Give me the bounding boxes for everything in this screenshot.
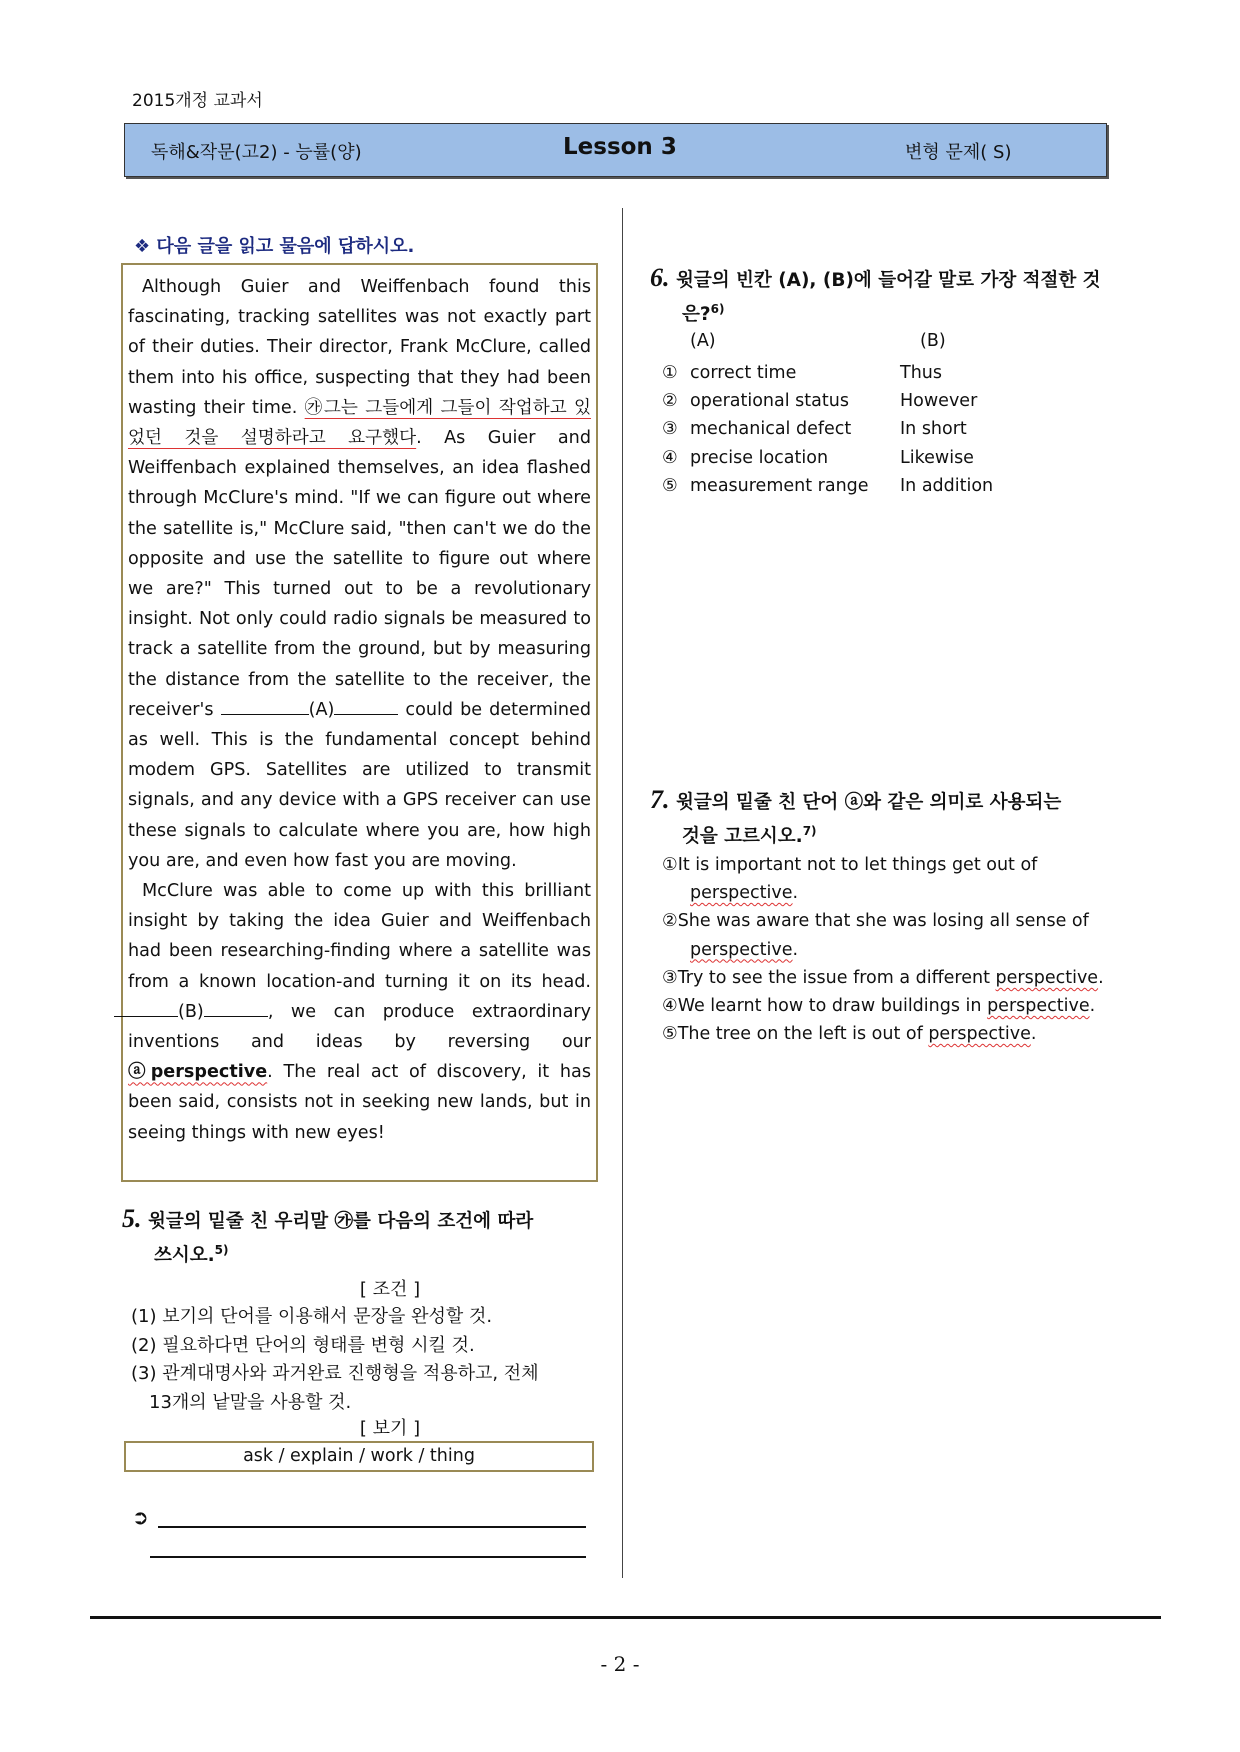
footnote-5: 5) — [214, 1243, 229, 1257]
q7-option-3[interactable]: ③Try to see the issue from a different perspective. — [662, 967, 1104, 988]
blank-b-label: (B) — [178, 1001, 204, 1022]
condition-3: (3) 관계대명사와 과거완료 진행형을 적용하고, 전체 — [131, 1363, 539, 1384]
conditions-title: [ 조건 ] — [359, 1279, 421, 1300]
question-7: 7. 윗글의 밑줄 친 단어 ⓐ와 같은 의미로 사용되는 것을 고르시오.$^{7)}$ — [650, 785, 1062, 848]
blank-a-label: (A) — [308, 699, 335, 720]
q7-option-1[interactable]: ①It is important not to let things get out of — [662, 855, 1038, 875]
q6-option-3[interactable]: ③ mechanical defect In short — [662, 419, 967, 440]
footnote-6: 6) — [710, 302, 725, 316]
q7-option-2[interactable]: ②She was aware that she was losing all sense of — [662, 911, 1089, 932]
q7-options: ①It is important not to let things get out of perspective. ②She was aware that she was losing all sense of perspective. ③Try to see the issue from a different perspective. ④We learnt how to draw buildings in perspective. ⑤The tree on the left is out of perspective. — [662, 851, 1132, 1048]
passage-paragraph-2: McClure was able to come up with this brilliant insight by taking the idea Guier and Weiffenbach had been researching-finding where a satellite was from a known location-and turning it on its head. (B) , we can produce extraordinary inventions and ideas by reversing our ⓐperspective. The real act of discovery, it has been said, consists not in seeking new lands, but in seeing things with new eyes! — [128, 876, 591, 1148]
answer-line-1[interactable] — [158, 1526, 586, 1528]
passage-paragraph-1: Although Guier and Weiffenbach found this fascinating, tracking satellites was not exactly part of their duties. Their director, Frank McClure, called them into his office, suspecting that they had been wasting their time. ㉮그는 그들에게 그들이 작업하고 있었던 것을 설명하라고 요구했다. As Guier and Weiffenbach explained themselves, an idea flashed through McClure's mind. "If we can figure out where the satellite is," McClure said, "then can't we do the opposite and use the satellite to figure out where we are?" This turned out to be a revolutionary insight. Not only could radio signals be measured to track a satellite from the ground, but by measuring the distance from the satellite to the receiver, the receiver's (A) could be determined as well. This is the fundamental concept behind modem GPS. Satellites are utilized to transmit signals, and any device with a GPS receiver can use these signals to calculate where you are, how high you are, and even how fast you are moving. — [128, 277, 592, 871]
bogi-words-box: ask / explain / work / thing — [124, 1441, 594, 1472]
q7-option-3-word: perspective — [995, 967, 1099, 988]
header-banner — [124, 123, 1107, 177]
header-type: 변형 문제( S) — [905, 142, 1012, 163]
blank-a-right — [334, 714, 398, 715]
header-lesson: Lesson 3 — [563, 134, 677, 160]
question-5-number: 5. — [122, 1204, 142, 1233]
q6-col-b: (B) — [920, 331, 946, 351]
q7-option-5[interactable]: ⑤The tree on the left is out of perspective. — [662, 1024, 1037, 1045]
perspective-word: ⓐperspective — [128, 1062, 268, 1083]
column-divider — [622, 208, 623, 1578]
q7-option-4[interactable]: ④We learnt how to draw buildings in perspective. — [662, 996, 1096, 1017]
footer-rule — [90, 1616, 1161, 1619]
question-6: 6. 윗글의 빈칸 (A), (B)에 들어갈 말로 가장 적절한 것 은?$^{6)}$ — [650, 263, 1101, 326]
question-5: 5. 윗글의 밑줄 친 우리말 ㉮를 다음의 조건에 따라 쓰시오.$^{5)}$ — [122, 1204, 534, 1267]
korean-underlined-sentence: ㉮그는 그들에게 그들이 작업하고 있었던 것을 설명하라고 요구했다 — [128, 397, 592, 449]
q6-option-5[interactable]: ⑤ measurement range In addition — [662, 475, 994, 496]
top-label: 2015개정 교과서 — [132, 91, 263, 111]
q6-option-4[interactable]: ④ precise location Likewise — [662, 447, 974, 468]
q6-option-2[interactable]: ② operational status However — [662, 391, 978, 412]
header-course: 독해&작문(고2) - 능률(양) — [151, 142, 362, 163]
q7-option-5-word: perspective — [928, 1024, 1031, 1045]
q6-options — [662, 359, 1082, 500]
condition-1: (1) 보기의 단어를 이용해서 문장을 완성할 것. — [131, 1306, 493, 1327]
q7-option-4-word: perspective — [987, 996, 1090, 1017]
question-7-number: 7. — [650, 785, 670, 814]
condition-2: (2) 필요하다면 단어의 형태를 변형 시킬 것. — [131, 1334, 475, 1356]
bogi-title: [ 보기 ] — [359, 1418, 421, 1439]
page-number: - 2 - — [600, 1652, 640, 1676]
instruction: ❖ 다음 글을 읽고 물음에 답하시오. — [134, 236, 415, 257]
footnote-7: 7) — [802, 824, 817, 838]
conditions-list — [131, 1303, 601, 1417]
blank-a-left — [221, 714, 309, 715]
answer-arrow-icon: ➲ — [132, 1505, 149, 1529]
blank-b-left — [114, 1016, 178, 1017]
blank-b-right — [204, 1016, 268, 1017]
reading-passage — [121, 263, 598, 1182]
question-6-number: 6. — [650, 263, 670, 292]
q6-option-1[interactable]: ① correct time Thus — [662, 363, 942, 383]
q7-option-1-word: perspective — [690, 883, 793, 904]
q7-option-2-word: perspective — [690, 939, 793, 960]
answer-line-2[interactable] — [150, 1556, 586, 1558]
condition-3-cont: 13개의 낱말을 사용할 것. — [149, 1391, 352, 1413]
q6-col-a: (A) — [690, 331, 716, 351]
